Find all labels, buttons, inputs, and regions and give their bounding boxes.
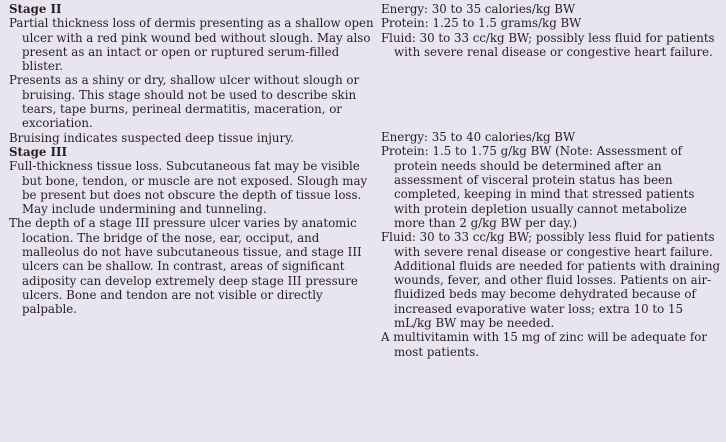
stage-2-heading: Stage II <box>9 2 62 16</box>
stage-3-paragraph: The depth of a stage III pressure ulcer varies by anatomic location. The bridge of the nose, ear, occiput, and malleolus do not have subcutaneous tissue, and stage III ulcers can be shallow. In contrast, areas of significant adiposity can develop extremely deep stage III pressure ulcers. Bone and tendon are not visible or directly palpable. <box>9 216 362 317</box>
stage-2-energy: Energy: 30 to 35 calories/kg BW <box>381 2 576 16</box>
stage-3-paragraph: Full-thickness tissue loss. Subcutaneous fat may be visible but bone, tendon, or muscle are not exposed. Slough may be present but does not obscure the depth of tissue loss. May include undermining and tunneling. <box>9 159 368 217</box>
row-spacer <box>381 59 721 130</box>
stage-2-paragraph: Partial thickness loss of dermis presenting as a shallow open ulcer with a red pink wound bed without slough. May also present as an intact or open or ruptured serum-filled blister. <box>9 16 374 74</box>
stage-2-protein: Protein: 1.25 to 1.5 grams/kg BW <box>381 16 582 31</box>
stage-3-fluid: Fluid: 30 to 33 cc/kg BW; possibly less fluid for patients with severe renal disease or congestive heart failure. Additional fluids are needed for patients with draining wounds, fever, and other fluid losses. Patients on air-fluidized beds may become dehydrated because of increased evaporative water loss; extra 10 to 15 mL/kg BW may be needed. <box>381 230 721 331</box>
stage-3-energy: Energy: 35 to 40 calories/kg BW <box>381 130 576 145</box>
stage-2-fluid: Fluid: 30 to 33 cc/kg BW; possibly less fluid for patients with severe renal disease or congestive heart failure. <box>381 30 715 59</box>
stage-description-column <box>9 2 374 317</box>
nutrition-column <box>381 2 721 359</box>
stage-3-multivitamin: A multivitamin with 15 mg of zinc will be adequate for most patients. <box>381 330 708 359</box>
stage-2-paragraph: Presents as a shiny or dry, shallow ulcer without slough or bruising. This stage should not be used to describe skin tears, tape burns, perineal dermatitis, maceration, or excoriation. <box>9 73 360 131</box>
stage-2-paragraph: Bruising indicates suspected deep tissue injury. <box>9 130 295 145</box>
stage-3-protein: Protein: 1.5 to 1.75 g/kg BW (Note: Assessment of protein needs should be determined after an assessment of visceral protein status has been completed, keeping in mind that stressed patients with protein depletion usually cannot metabolize more than 2 g/kg BW per day.) <box>381 144 695 230</box>
stage-3-heading: Stage III <box>9 144 68 159</box>
